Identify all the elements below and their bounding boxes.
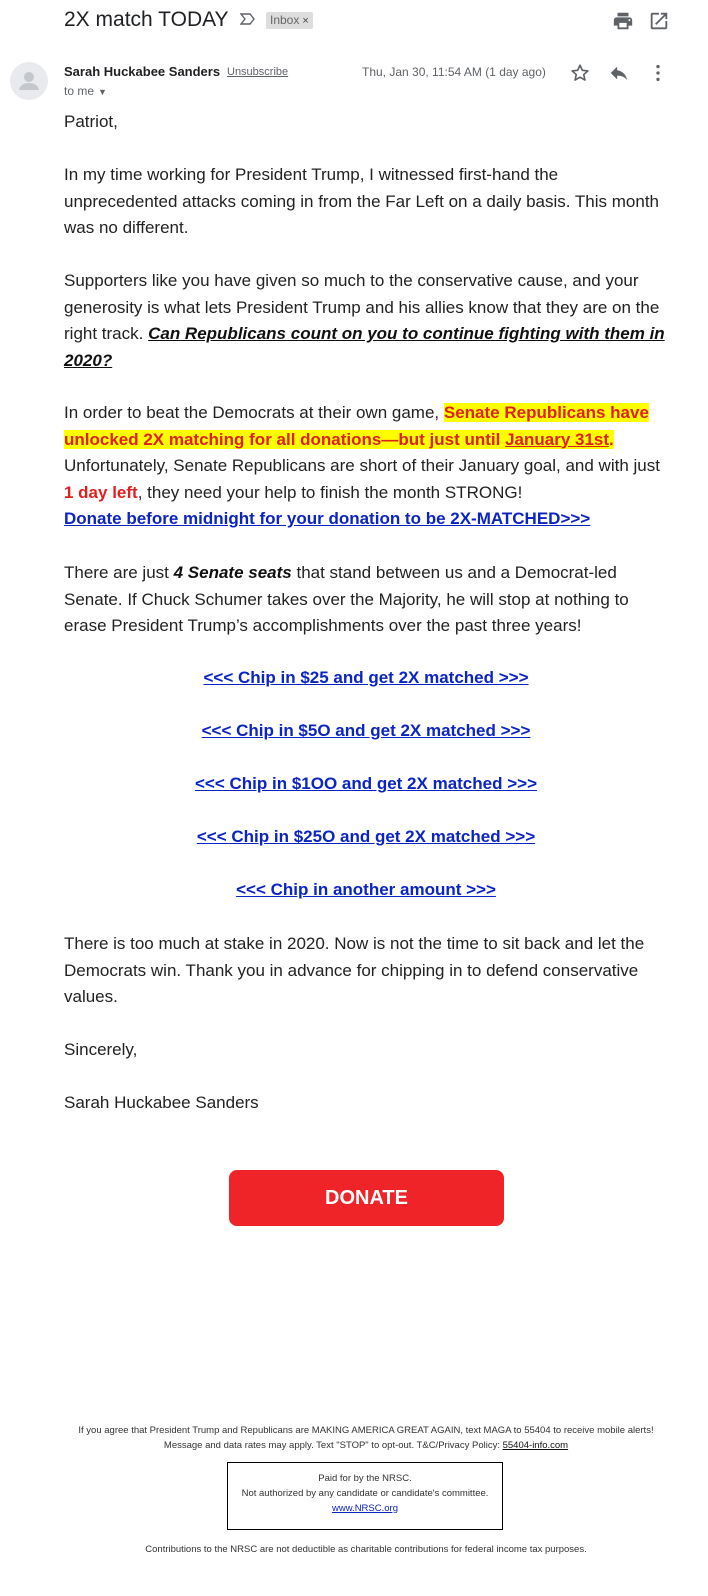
important-marker-icon[interactable]: [240, 12, 256, 29]
paid-for-text: Paid for by the NRSC.: [318, 1473, 412, 1484]
sender-avatar: [10, 62, 48, 100]
reply-icon[interactable]: [608, 62, 630, 84]
chevron-down-icon[interactable]: ▼: [98, 87, 107, 97]
days-left-text: 1 day left: [64, 482, 138, 502]
sender-name: Sarah Huckabee Sanders: [64, 64, 221, 79]
chip-in-row-250: [64, 827, 668, 847]
open-new-window-icon[interactable]: [648, 10, 670, 32]
donate-before-midnight-link[interactable]: Donate before midnight for your donation to be 2X-MATCHED>>>: [64, 509, 591, 528]
recipient-text: to me: [64, 84, 95, 98]
paragraph-3-text-b: Unfortunately, Senate Republicans are short of their January goal, and with just: [64, 456, 660, 475]
donate-button[interactable]: DONATE: [229, 1170, 504, 1226]
remove-label-icon[interactable]: ×: [302, 15, 309, 27]
chip-in-row-other: [64, 880, 668, 900]
print-icon[interactable]: [612, 10, 634, 32]
chip-in-50-link[interactable]: <<< Chip in $5O and get 2X matched >>>: [201, 721, 531, 740]
paragraph-4-text-c: that stand between us and a Democrat-led Senate. If Chuck Schumer takes over the Majority, he will stop at nothing to erase President Trump’s accomplishments over the past three years!: [64, 563, 629, 635]
matching-highlight: Senate Republicans have unlocked 2X matching for all donations—but just until: [64, 403, 649, 449]
opt-out-line: Message and data rates may apply. Text "STOP" to opt-out. T&C/Privacy Policy:: [163, 1440, 503, 1451]
paragraph-2: [64, 268, 674, 374]
chip-in-250-link[interactable]: <<< Chip in $25O and get 2X matched >>>: [196, 827, 536, 846]
paragraph-4: [64, 560, 674, 640]
paragraph-4-text-a: There are just: [64, 563, 174, 582]
paragraph-2-text: Supporters like you have given so much to the conservative cause, and your generosity is what lets President Trump and his allies know that they are on the right track.: [64, 271, 660, 343]
more-options-icon[interactable]: [647, 62, 669, 84]
paragraph-5: There is too much at stake in 2020. Now is not the time to sit back and let the Democrats win. Thank you in advance for chipping in to defend conservative values.: [64, 934, 645, 1006]
signature: Sarah Huckabee Sanders: [64, 1093, 259, 1112]
paragraph-2-emphasis: Can Republicans count on you to continue fighting with them in 2020?: [64, 324, 665, 370]
highlight-period: .: [609, 429, 614, 449]
chip-in-100-link[interactable]: <<< Chip in $1OO and get 2X matched >>>: [194, 774, 537, 793]
nrsc-website-link[interactable]: www.NRSC.org: [332, 1503, 398, 1514]
deadline-highlight: January 31st: [505, 429, 610, 449]
privacy-policy-link[interactable]: 55404-info.com: [502, 1440, 569, 1451]
paragraph-3-text-a: In order to beat the Democrats at their own game,: [64, 403, 444, 422]
paragraph-1: In my time working for President Trump, I witnessed first-hand the unprecedented attacks coming in from the Far Left on a daily basis. This month was no different.: [64, 165, 659, 237]
paragraph-3-text-c: , they need your help to finish the month STRONG!: [137, 482, 523, 502]
mobile-alerts-text: If you agree that President Trump and Republicans are MAKING AMERICA GREAT AGAIN, text MAGA to 55404 to receive mobile alerts!: [78, 1425, 654, 1436]
email-date: Thu, Jan 30, 11:54 AM (1 day ago): [362, 65, 546, 79]
unsubscribe-link[interactable]: Unsubscribe: [227, 66, 289, 78]
paragraph-3: [64, 400, 674, 533]
inbox-label-badge: [266, 12, 313, 29]
paid-for-box: [227, 1462, 503, 1530]
signoff: Sincerely,: [64, 1040, 138, 1059]
opt-out-text: [30, 1440, 702, 1451]
chip-in-25-link[interactable]: <<< Chip in $25 and get 2X matched >>>: [203, 668, 529, 687]
chip-in-other-amount-link[interactable]: <<< Chip in another amount >>>: [236, 880, 496, 899]
chip-in-row-100: [64, 774, 668, 794]
recipient-details[interactable]: [64, 84, 107, 98]
tax-disclaimer: Contributions to the NRSC are not deductible as charitable contributions for federal income tax purposes.: [145, 1544, 587, 1555]
email-subject: 2X match TODAY: [64, 8, 229, 31]
chip-in-row-25: [64, 668, 668, 688]
senate-seats-emphasis: 4 Senate seats: [173, 563, 292, 582]
chip-in-row-50: [64, 721, 668, 741]
star-icon[interactable]: [569, 62, 591, 84]
not-authorized-text: Not authorized by any candidate or candidate's committee.: [241, 1488, 489, 1499]
greeting: Patriot,: [64, 112, 118, 131]
inbox-label-text: Inbox: [270, 13, 300, 27]
